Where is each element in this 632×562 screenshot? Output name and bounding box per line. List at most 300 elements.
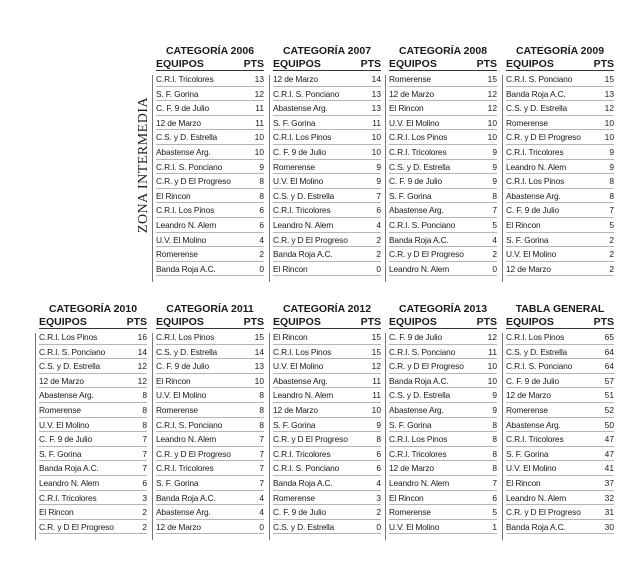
team-points: 7: [259, 448, 264, 459]
team-points: 10: [254, 375, 264, 386]
column-divider: [269, 75, 270, 282]
team-name: S. F. Gorina: [39, 448, 82, 459]
team-points: 65: [604, 332, 614, 342]
category-title: CATEGORÍA 2010: [48, 303, 138, 315]
pts-header: PTS: [243, 58, 264, 70]
team-name: C.R. y D El Progreso: [389, 249, 464, 260]
table-row: [156, 72, 264, 87]
table-header: [389, 58, 497, 71]
table-row: [389, 345, 497, 360]
team-name: El Rincon: [506, 219, 541, 230]
column-divider: [385, 333, 386, 540]
table-categoria-2007: [273, 45, 381, 276]
table-header: [273, 316, 381, 329]
table-row: [389, 505, 497, 520]
table-row: [389, 203, 497, 218]
team-points: 10: [254, 132, 264, 143]
table-row: [156, 262, 264, 277]
team-name: Abastense Arg.: [273, 103, 328, 114]
team-name: C.R.I. S. Ponciano: [273, 88, 340, 99]
table-row: [389, 520, 497, 535]
team-name: C.R.I. Los Pinos: [506, 176, 565, 187]
equipos-header: EQUIPOS: [506, 58, 554, 70]
team-points: 8: [609, 190, 614, 201]
table-row: [389, 130, 497, 145]
team-points: 6: [492, 492, 497, 503]
team-points: 0: [376, 521, 381, 532]
table-row: [389, 218, 497, 233]
team-points: 2: [609, 249, 614, 260]
team-points: 8: [259, 176, 264, 187]
team-points: 9: [609, 146, 614, 157]
category-title: CATEGORÍA 2013: [398, 303, 488, 315]
team-points: 7: [142, 448, 147, 459]
table-row: [389, 116, 497, 131]
table-row: [156, 388, 264, 403]
team-name: C.S. y D. Estrella: [39, 361, 101, 372]
table-row: [273, 101, 381, 116]
team-points: 5: [492, 219, 497, 230]
team-name: Banda Roja A.C.: [389, 375, 449, 386]
table-row: [389, 160, 497, 175]
table-row: [273, 461, 381, 476]
team-points: 6: [376, 205, 381, 216]
table-row: [39, 432, 147, 447]
table-row: [39, 345, 147, 360]
team-name: Banda Roja A.C.: [506, 88, 566, 99]
table-header: [389, 316, 497, 329]
pts-header: PTS: [476, 58, 497, 70]
category-title: CATEGORÍA 2007: [282, 45, 372, 57]
table-row: [273, 418, 381, 433]
table-row: [156, 447, 264, 462]
pts-header: PTS: [360, 316, 381, 328]
table-row: [39, 461, 147, 476]
table-row: [506, 262, 614, 277]
table-row: [39, 403, 147, 418]
team-name: C.R.I. S. Ponciano: [506, 74, 573, 84]
equipos-header: EQUIPOS: [506, 316, 554, 328]
table-row: [506, 218, 614, 233]
category-title: CATEGORÍA 2009: [515, 45, 605, 57]
team-points: 6: [259, 205, 264, 216]
table-row: [156, 174, 264, 189]
team-points: 9: [376, 419, 381, 430]
pts-header: PTS: [593, 58, 614, 70]
pts-header: PTS: [360, 58, 381, 70]
team-points: 15: [371, 346, 381, 357]
team-name: U.V. El Molino: [389, 117, 440, 128]
table-header: [273, 58, 381, 71]
team-name: Banda Roja A.C.: [156, 492, 216, 503]
team-points: 8: [142, 390, 147, 401]
team-name: U.V. El Molino: [156, 390, 207, 401]
team-points: 0: [492, 263, 497, 274]
table-categoria-2012: [273, 303, 381, 534]
table-row: [273, 218, 381, 233]
team-points: 13: [371, 88, 381, 99]
table-row: [506, 116, 614, 131]
table-categoria-2010: [39, 303, 147, 534]
team-points: 15: [487, 74, 497, 84]
table-row: [273, 116, 381, 131]
team-name: S. F. Gorina: [156, 477, 199, 488]
table-row: [273, 505, 381, 520]
team-points: 8: [492, 463, 497, 474]
team-points: 30: [604, 521, 614, 532]
team-points: 6: [259, 219, 264, 230]
team-name: C.R. y D El Progreso: [273, 434, 348, 445]
team-name: Romerense: [39, 404, 81, 415]
team-name: C. F. 9 de Julio: [506, 205, 559, 216]
equipos-header: EQUIPOS: [389, 58, 437, 70]
team-name: C.S. y D. Estrella: [389, 161, 451, 172]
team-points: 32: [604, 492, 614, 503]
team-points: 10: [604, 132, 614, 143]
team-name: 12 de Marzo: [389, 463, 434, 474]
team-name: U.V. El Molino: [273, 361, 324, 372]
table-row: [389, 145, 497, 160]
category-title: TABLA GENERAL: [515, 303, 605, 315]
team-name: C.R.I. Los Pinos: [273, 132, 332, 143]
team-name: C.R.I. S. Ponciano: [273, 463, 340, 474]
table-row: [506, 189, 614, 204]
column-divider: [152, 75, 153, 282]
team-points: 7: [259, 477, 264, 488]
table-row: [389, 174, 497, 189]
table-row: [273, 174, 381, 189]
table-row: [156, 233, 264, 248]
team-name: El Rincon: [389, 103, 424, 114]
team-points: 11: [488, 346, 497, 357]
table-row: [156, 403, 264, 418]
team-points: 10: [487, 361, 497, 372]
team-points: 8: [376, 434, 381, 445]
team-points: 8: [492, 434, 497, 445]
category-title: CATEGORÍA 2008: [398, 45, 488, 57]
column-divider: [502, 333, 503, 540]
team-points: 9: [492, 390, 497, 401]
table-row: [389, 403, 497, 418]
team-points: 11: [255, 103, 264, 114]
team-name: Banda Roja A.C.: [273, 477, 333, 488]
team-points: 5: [492, 507, 497, 518]
table-row: [389, 432, 497, 447]
table-row: [156, 87, 264, 102]
team-name: C.S. y D. Estrella: [506, 103, 568, 114]
table-categoria-2013: [389, 303, 497, 534]
team-name: El Rincon: [273, 263, 308, 274]
category-title: CATEGORÍA 2006: [165, 45, 255, 57]
team-points: 2: [259, 249, 264, 260]
team-points: 13: [254, 361, 264, 372]
team-name: C.R.I. Tricolores: [389, 448, 447, 459]
team-name: C.R. y D El Progreso: [156, 448, 231, 459]
team-points: 7: [492, 205, 497, 216]
table-row: [156, 345, 264, 360]
table-row: [156, 505, 264, 520]
team-points: 4: [376, 477, 381, 488]
table-categoria-2011: [156, 303, 264, 534]
table-row: [273, 388, 381, 403]
column-divider: [152, 333, 153, 540]
team-points: 12: [254, 88, 264, 99]
table-row: [156, 130, 264, 145]
equipos-header: EQUIPOS: [39, 316, 87, 328]
team-name: U.V. El Molino: [506, 463, 557, 474]
team-name: C.S. y D. Estrella: [273, 521, 335, 532]
team-name: Romerense: [506, 117, 548, 128]
table-row: [273, 374, 381, 389]
team-name: C. F. 9 de Julio: [273, 507, 326, 518]
team-name: El Rincon: [156, 190, 191, 201]
team-name: Leandro N. Alem: [389, 263, 450, 274]
table-row: [156, 145, 264, 160]
table-row: [506, 203, 614, 218]
team-points: 13: [371, 103, 381, 114]
team-name: El Rincon: [39, 507, 74, 518]
team-points: 9: [609, 161, 614, 172]
table-row: [273, 476, 381, 491]
table-row: [389, 101, 497, 116]
table-row: [156, 218, 264, 233]
equipos-header: EQUIPOS: [156, 316, 204, 328]
table-row: [156, 116, 264, 131]
table-row: [506, 145, 614, 160]
team-name: El Rincon: [156, 375, 191, 386]
table-row: [506, 432, 614, 447]
team-points: 10: [371, 404, 381, 415]
team-points: 9: [492, 176, 497, 187]
team-points: 4: [259, 234, 264, 245]
team-name: Banda Roja A.C.: [506, 521, 566, 532]
team-points: 12: [487, 332, 497, 342]
team-name: C. F. 9 de Julio: [389, 332, 442, 342]
team-name: El Rincon: [389, 492, 424, 503]
table-row: [39, 447, 147, 462]
team-name: C.R.I. S. Ponciano: [39, 346, 106, 357]
team-name: S. F. Gorina: [389, 419, 432, 430]
team-name: C.R.I. S. Ponciano: [389, 219, 456, 230]
team-name: C.R.I. Los Pinos: [389, 434, 448, 445]
team-name: U.V. El Molino: [389, 521, 440, 532]
team-points: 8: [609, 176, 614, 187]
team-name: S. F. Gorina: [506, 448, 549, 459]
team-points: 7: [259, 434, 264, 445]
team-name: Abastense Arg.: [389, 205, 444, 216]
team-name: Romerense: [156, 249, 198, 260]
table-row: [273, 87, 381, 102]
table-header: [506, 58, 614, 71]
table-row: [506, 447, 614, 462]
table-row: [273, 432, 381, 447]
team-name: S. F. Gorina: [506, 234, 549, 245]
team-points: 4: [376, 219, 381, 230]
team-name: 12 de Marzo: [506, 390, 551, 401]
table-row: [506, 520, 614, 535]
team-name: C.R.I. Tricolores: [273, 205, 331, 216]
table-header: [156, 58, 264, 71]
team-points: 37: [604, 477, 614, 488]
table-row: [389, 359, 497, 374]
column-divider: [35, 333, 36, 540]
table-row: [273, 189, 381, 204]
team-name: C.R.I. Los Pinos: [39, 332, 98, 342]
team-points: 14: [137, 346, 147, 357]
team-points: 57: [604, 375, 614, 386]
team-name: C. F. 9 de Julio: [156, 361, 209, 372]
team-points: 8: [492, 190, 497, 201]
team-name: Romerense: [389, 507, 431, 518]
pts-header: PTS: [126, 316, 147, 328]
table-row: [506, 359, 614, 374]
team-points: 2: [492, 249, 497, 260]
team-points: 11: [372, 375, 381, 386]
team-points: 14: [371, 74, 381, 84]
team-points: 8: [259, 419, 264, 430]
team-points: 12: [487, 103, 497, 114]
team-points: 3: [142, 492, 147, 503]
team-name: C.R.I. Tricolores: [389, 146, 447, 157]
team-name: C. F. 9 de Julio: [506, 375, 559, 386]
team-name: C.R.I. Los Pinos: [273, 346, 332, 357]
team-points: 10: [371, 132, 381, 143]
table-row: [389, 247, 497, 262]
team-points: 41: [604, 463, 614, 474]
table-row: [506, 403, 614, 418]
table-row: [506, 491, 614, 506]
team-points: 15: [371, 332, 381, 342]
table-row: [506, 174, 614, 189]
team-points: 2: [376, 507, 381, 518]
table-row: [389, 374, 497, 389]
team-name: Abastense Arg.: [273, 375, 328, 386]
table-row: [156, 476, 264, 491]
team-points: 16: [137, 332, 147, 342]
table-row: [389, 447, 497, 462]
team-points: 10: [371, 146, 381, 157]
team-name: U.V. El Molino: [273, 176, 324, 187]
table-row: [506, 461, 614, 476]
team-name: C.R.I. S. Ponciano: [156, 419, 223, 430]
team-name: C.R.I. Los Pinos: [156, 332, 215, 342]
team-points: 7: [376, 190, 381, 201]
table-row: [506, 476, 614, 491]
table-row: [506, 72, 614, 87]
team-points: 2: [376, 249, 381, 260]
table-row: [506, 101, 614, 116]
team-points: 9: [492, 161, 497, 172]
team-name: Banda Roja A.C.: [273, 249, 333, 260]
team-points: 0: [259, 521, 264, 532]
table-row: [273, 72, 381, 87]
team-name: C. F. 9 de Julio: [39, 434, 92, 445]
table-row: [389, 87, 497, 102]
team-name: Abastense Arg.: [156, 507, 211, 518]
team-points: 12: [137, 361, 147, 372]
team-name: U.V. El Molino: [156, 234, 207, 245]
team-points: 64: [604, 361, 614, 372]
table-row: [273, 247, 381, 262]
table-row: [39, 388, 147, 403]
equipos-header: EQUIPOS: [273, 316, 321, 328]
table-row: [273, 160, 381, 175]
team-points: 9: [492, 146, 497, 157]
team-points: 10: [487, 117, 497, 128]
team-points: 14: [254, 346, 264, 357]
team-name: U.V. El Molino: [39, 419, 90, 430]
team-points: 12: [137, 375, 147, 386]
team-name: C.S. y D. Estrella: [156, 346, 218, 357]
table-row: [156, 359, 264, 374]
team-points: 7: [142, 434, 147, 445]
table-row: [273, 491, 381, 506]
category-title: CATEGORÍA 2011: [166, 303, 254, 315]
team-name: C.R. y D El Progreso: [389, 361, 464, 372]
table-row: [506, 160, 614, 175]
team-points: 8: [492, 419, 497, 430]
team-points: 9: [376, 176, 381, 187]
table-row: [39, 520, 147, 535]
team-name: C.R. y D El Progreso: [506, 132, 581, 143]
table-row: [389, 72, 497, 87]
team-points: 9: [259, 161, 264, 172]
team-name: Abastense Arg.: [39, 390, 94, 401]
team-points: 4: [492, 234, 497, 245]
table-row: [389, 418, 497, 433]
table-row: [39, 359, 147, 374]
team-name: Leandro N. Alem: [156, 219, 217, 230]
team-name: 12 de Marzo: [389, 88, 434, 99]
table-row: [389, 461, 497, 476]
team-points: 6: [376, 463, 381, 474]
table-row: [273, 359, 381, 374]
team-points: 2: [609, 263, 614, 274]
team-points: 10: [487, 375, 497, 386]
team-points: 52: [604, 404, 614, 415]
table-row: [156, 160, 264, 175]
category-title: CATEGORÍA 2012: [282, 303, 372, 315]
team-points: 64: [604, 346, 614, 357]
team-name: Banda Roja A.C.: [389, 234, 449, 245]
team-name: C.R.I. Los Pinos: [156, 205, 215, 216]
team-name: S. F. Gorina: [273, 419, 316, 430]
team-name: Abastense Arg.: [389, 404, 444, 415]
team-points: 0: [376, 263, 381, 274]
team-points: 8: [142, 404, 147, 415]
team-name: Abastense Arg.: [156, 146, 211, 157]
team-name: C.S. y D. Estrella: [273, 190, 335, 201]
team-points: 15: [604, 74, 614, 84]
team-name: Abastense Arg.: [506, 190, 561, 201]
equipos-header: EQUIPOS: [389, 316, 437, 328]
pts-header: PTS: [476, 316, 497, 328]
table-row: [39, 374, 147, 389]
table-row: [156, 418, 264, 433]
team-points: 11: [255, 117, 264, 128]
table-row: [273, 447, 381, 462]
team-points: 2: [142, 507, 147, 518]
table-categoria-2009: [506, 45, 614, 276]
team-name: C. F. 9 de Julio: [389, 176, 442, 187]
team-name: Leandro N. Alem: [156, 434, 217, 445]
team-points: 8: [142, 419, 147, 430]
pts-header: PTS: [243, 316, 264, 328]
team-name: C.R. y D El Progreso: [39, 521, 114, 532]
team-name: Abastense Arg.: [506, 419, 561, 430]
table-row: [156, 520, 264, 535]
table-tabla-general: [506, 303, 614, 534]
